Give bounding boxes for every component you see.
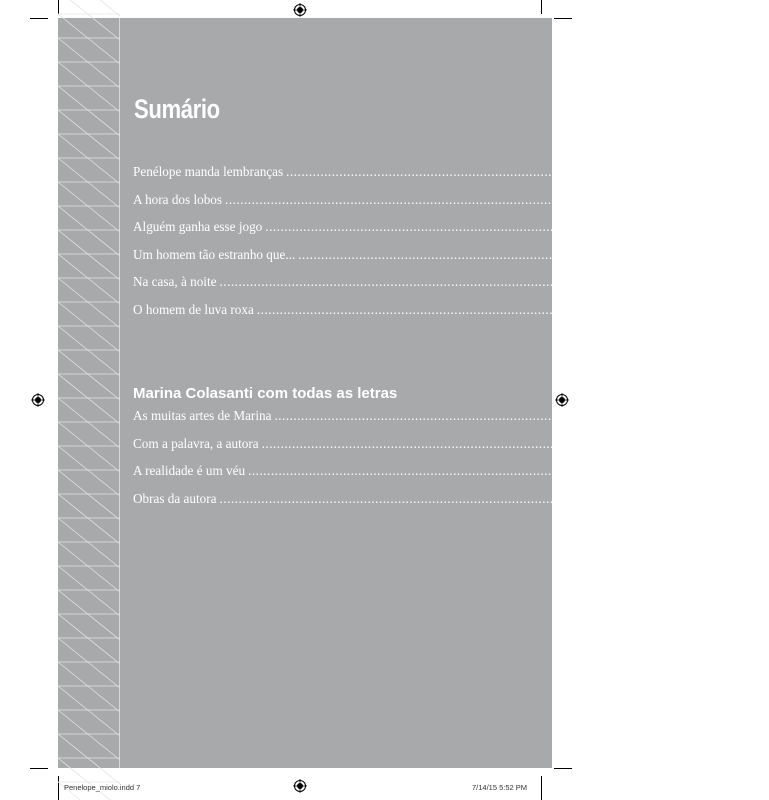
footer-timestamp: 7/14/15 5:52 PM [472, 783, 528, 792]
crop-mark [30, 768, 48, 769]
section-item-title: Obras da autora [133, 490, 217, 506]
crop-mark [30, 18, 48, 19]
chapter-list [133, 164, 769, 329]
chapter-page-number: 57 [756, 247, 769, 262]
chapter-page-number: 80 [678, 275, 691, 289]
registration-mark-left [31, 393, 45, 407]
section-item-entry [133, 490, 697, 519]
section-item-entry [133, 463, 725, 491]
chapter-page-number: 94 [715, 302, 728, 317]
section-item-page-number: 118 [678, 491, 697, 506]
dot-leader: ........................................................................................................................ [274, 408, 731, 423]
dot-leader: ........................................................................................................................ [298, 246, 754, 262]
section-list [133, 408, 752, 518]
chapter-title: Penélope manda lembranças [133, 164, 284, 179]
chapter-title: Na casa, à noite [133, 274, 217, 289]
dot-leader: ........................................................................................................................ [219, 490, 676, 506]
crop-mark [554, 18, 572, 19]
chapter-page-number: 9 [744, 165, 752, 179]
dot-leader: ........................................................................................................................ [286, 164, 742, 179]
chapter-entry [133, 191, 697, 220]
dot-leader: ........................................................................................................................ [265, 219, 721, 234]
crop-mark [541, 0, 542, 14]
registration-mark-top [293, 3, 307, 17]
chapter-page-number: 48 [723, 220, 737, 234]
chapter-entry [133, 164, 752, 192]
registration-mark-bottom [293, 779, 307, 793]
chapter-title: Alguém ganha esse jogo [133, 219, 263, 234]
section-item-entry [133, 408, 752, 436]
page-title: Sumário [134, 94, 220, 124]
section-item-page-number: 113 [720, 436, 739, 451]
chapter-entry [133, 274, 691, 302]
chapter-entry [133, 301, 728, 330]
dot-leader: ........................................................................................................................ [225, 191, 681, 207]
chapter-title: O homem de luva roxa [133, 301, 254, 317]
dot-leader: ........................................................................................................................ [256, 301, 713, 317]
section-item-entry [133, 435, 739, 464]
footer-filename: Penelope_miolo.indd 7 [64, 783, 141, 792]
section-item-title: As muitas artes de Marina [133, 408, 272, 423]
section-heading: Marina Colasanti com todas as letras [133, 385, 398, 402]
crop-mark [58, 776, 59, 800]
crop-mark [58, 0, 59, 14]
registration-mark-right [555, 393, 569, 407]
dot-leader: ........................................................................................................................ [248, 463, 704, 478]
crop-mark [541, 776, 542, 800]
section-item-page-number: 116 [706, 464, 725, 478]
dot-leader: ........................................................................................................................ [261, 435, 718, 451]
chapter-title: A hora dos lobos [133, 191, 223, 207]
section-item-page-number: 112 [733, 409, 752, 423]
chapter-entry [133, 219, 737, 247]
crop-mark [554, 768, 572, 769]
section-item-title: Com a palavra, a autora [133, 435, 259, 451]
chapter-title: Um homem tão estranho que... [133, 246, 296, 262]
page-panel [58, 18, 769, 768]
dot-leader: ........................................................................................................................ [219, 274, 676, 289]
diagonal-pattern [58, 18, 120, 768]
section-item-title: A realidade é um véu [133, 463, 246, 478]
chapter-page-number: 28 [683, 192, 697, 207]
chapter-entry [133, 246, 769, 275]
